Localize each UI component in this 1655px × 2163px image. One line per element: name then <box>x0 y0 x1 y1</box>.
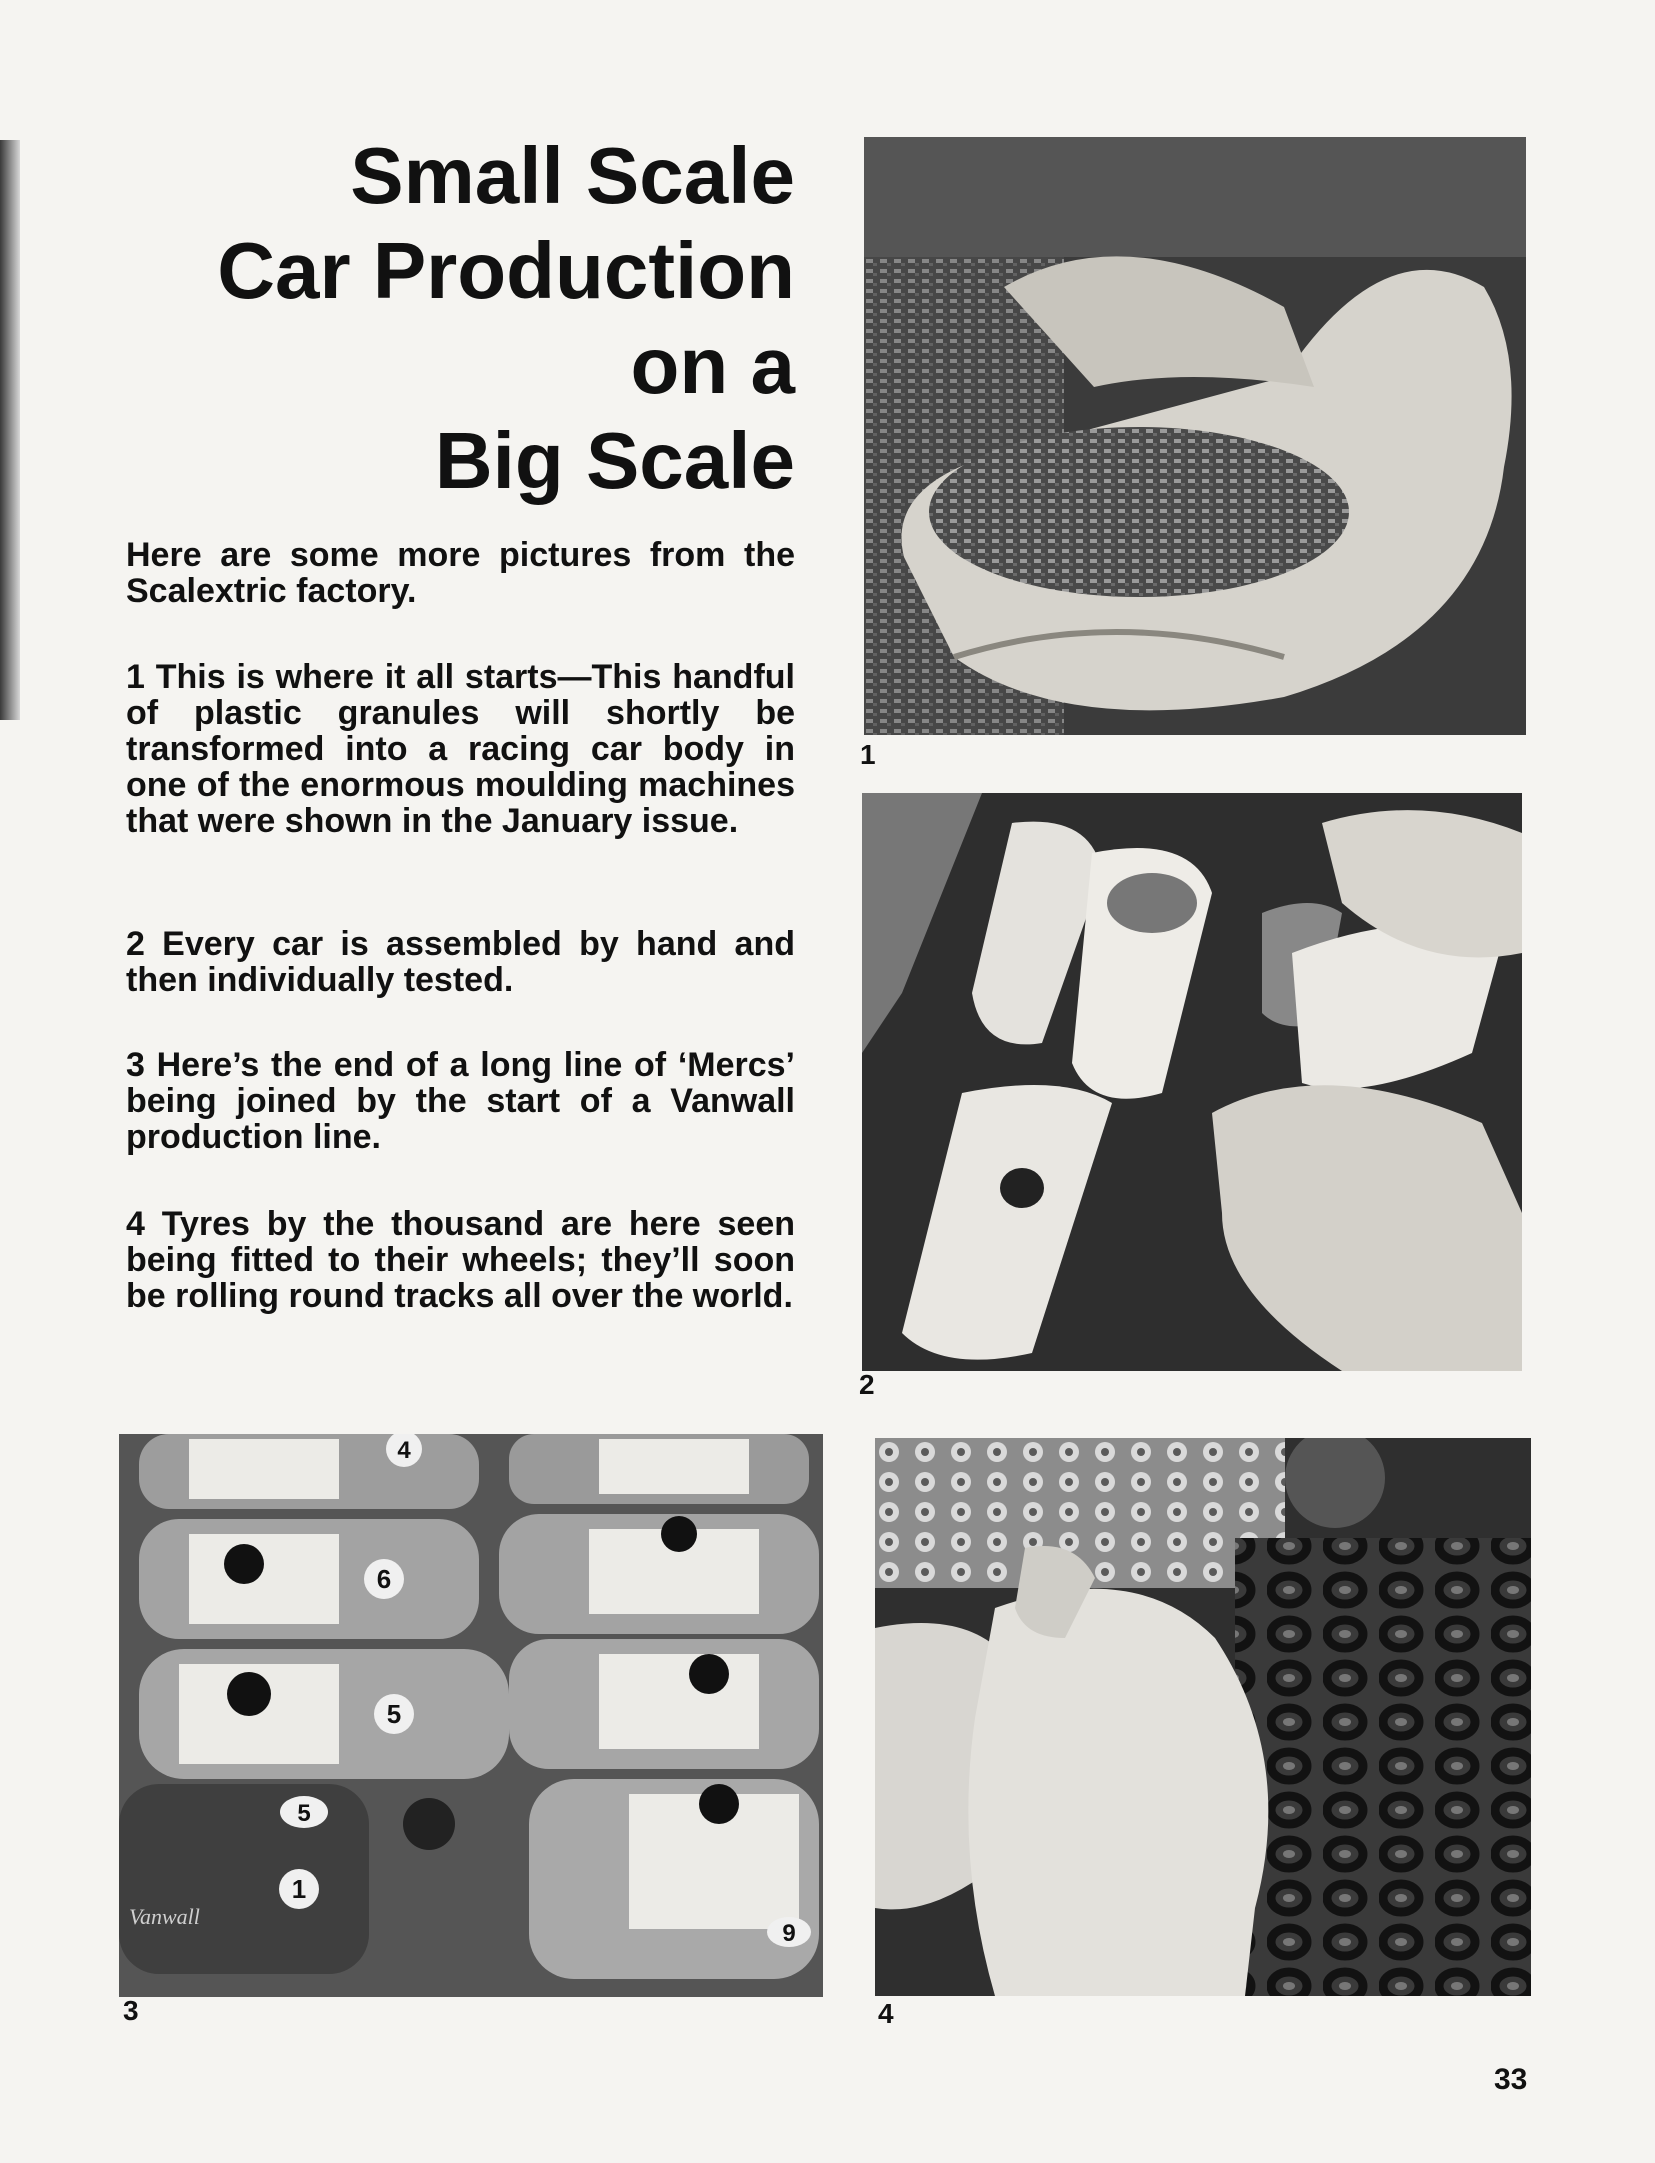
title-line-4: Big Scale <box>434 416 795 505</box>
page-number: 33 <box>1494 2063 1528 2096</box>
vanwall-brand-mark: Vanwall <box>129 1904 200 1929</box>
car-number-1: 4 <box>397 1437 411 1464</box>
caption-paragraph-1: 1 This is where it all starts—This handful of plastic granules will shortly be transformed into a racing car body in one of the enormous moulding machines that were shown in the January issue. <box>126 658 795 840</box>
caption-paragraph-3: 3 Here’s the end of a long line of ‘Mercs’ being joined by the start of a Vanwall production line. <box>126 1046 795 1156</box>
car-number-5: 1 <box>291 1874 307 1904</box>
car-production-line-photo <box>119 1434 823 1997</box>
car-number-4: 5 <box>297 1800 311 1827</box>
intro-paragraph: Here are some more pictures from the Scalextric factory. <box>126 536 795 610</box>
photo-caption-2: 2 <box>859 1369 875 1400</box>
caption-paragraph-4: 4 Tyres by the thousand are here seen being fitted to their wheels; they’ll soon be rolling round tracks all over the world. <box>126 1205 795 1315</box>
page-binding-edge <box>0 140 20 720</box>
car-assembly-photo <box>862 793 1522 1371</box>
title-line-1: Small Scale <box>350 131 795 220</box>
title-line-3: on a <box>630 321 795 410</box>
tyres-wheels-photo <box>875 1438 1531 1996</box>
photo-caption-1: 1 <box>860 739 876 770</box>
hand-granules-photo <box>864 137 1526 735</box>
car-number-2: 6 <box>376 1564 392 1594</box>
caption-paragraph-2: 2 Every car is assembled by hand and then individually tested. <box>126 925 795 999</box>
car-number-3: 5 <box>386 1699 402 1729</box>
article-title <box>120 128 795 508</box>
car-number-6: 9 <box>782 1920 796 1947</box>
photo-caption-3: 3 <box>123 1995 139 2026</box>
title-line-2: Car Production <box>217 226 795 315</box>
photo-caption-4: 4 <box>878 1998 894 2029</box>
